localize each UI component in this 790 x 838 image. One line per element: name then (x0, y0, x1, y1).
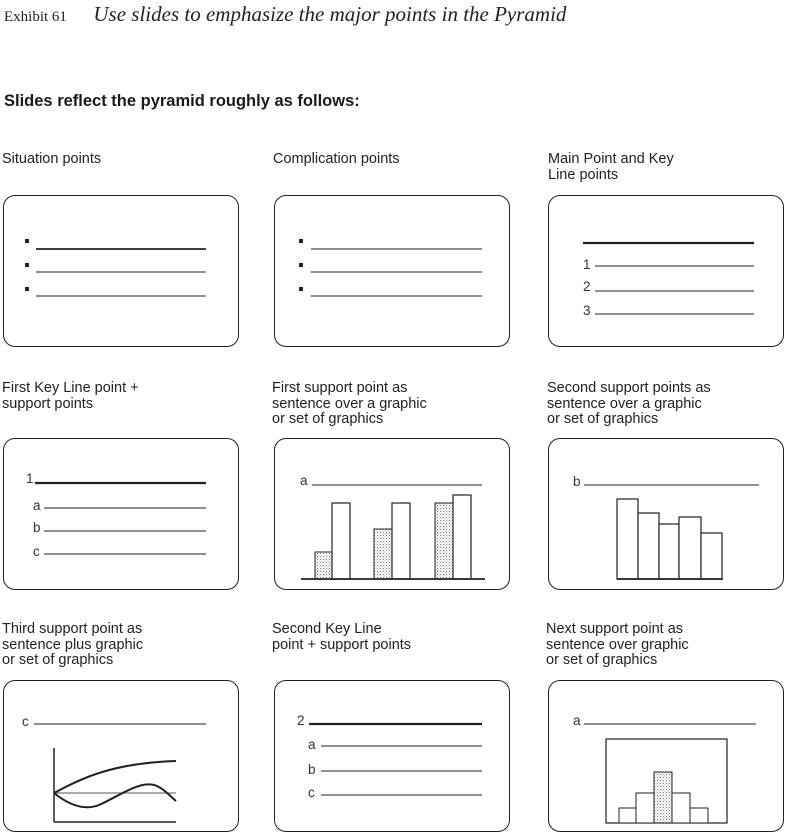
exhibit-header (4, 2, 566, 27)
slide-main-point (548, 195, 784, 347)
bullet-icon (25, 263, 29, 267)
slide-next-support-graphic (549, 681, 783, 831)
slide-second-key-line (274, 680, 510, 832)
marker-a: a (300, 473, 308, 488)
bullet-icon (25, 239, 29, 243)
histogram-bar (690, 808, 708, 823)
bar-outline (638, 513, 659, 579)
slide-first-support-graphic (275, 439, 509, 589)
marker-a: a (33, 498, 41, 513)
marker-b: b (573, 474, 581, 489)
slide-third-support-graphic (4, 681, 238, 831)
slide-complication-graphic (275, 196, 509, 346)
slide-second-support (548, 438, 784, 590)
exhibit-number: Exhibit 61 (4, 9, 67, 25)
marker-b: b (308, 762, 316, 777)
bullet-icon (299, 287, 303, 291)
slide-caption-first-support: First support point as sentence over a graphic or set of graphics (272, 380, 427, 427)
histogram-bar-highlighted (654, 772, 672, 823)
marker-1: 1 (583, 257, 591, 272)
bullet-icon (25, 287, 29, 291)
slide-situation (3, 195, 239, 347)
bar-stippled (315, 552, 332, 579)
bar-outline (453, 495, 471, 579)
slide-caption-first-key-line: First Key Line point + support points (2, 380, 139, 412)
slide-first-key-line (3, 438, 239, 590)
bar-outline (701, 533, 722, 579)
bar-stippled (374, 529, 392, 579)
slide-third-support (3, 680, 239, 832)
bullet-icon (299, 263, 303, 267)
bar-outline (617, 499, 638, 579)
bar-outline (659, 524, 679, 579)
marker-3: 3 (583, 303, 591, 318)
histogram-bar (672, 793, 690, 823)
slide-next-support (548, 680, 784, 832)
marker-2: 2 (583, 279, 591, 294)
marker-2: 2 (297, 713, 305, 728)
slide-caption-second-support: Second support points as sentence over a graphic or set of graphics (547, 380, 711, 427)
bar-outline (679, 517, 701, 579)
marker-1: 1 (26, 471, 34, 486)
slide-caption-situation: Situation points (2, 151, 102, 167)
marker-c: c (33, 544, 40, 559)
slide-main-point-graphic (549, 196, 783, 346)
slide-caption-second-key-line: Second Key Line point + support points (272, 621, 412, 653)
slide-caption-third-support: Third support point as sentence plus graphic or set of graphics (2, 621, 144, 668)
slide-complication (274, 195, 510, 347)
marker-a: a (308, 737, 316, 752)
slide-caption-next-support: Next support point as sentence over graphic or set of graphics (546, 621, 689, 668)
histogram-bar (619, 808, 636, 823)
rising-curve (54, 761, 176, 793)
wave-curve (54, 784, 176, 807)
histogram-bar (636, 793, 654, 823)
slide-caption-complication: Complication points (273, 151, 400, 167)
marker-a: a (573, 713, 581, 728)
slide-second-support-graphic (549, 439, 783, 589)
bullet-icon (299, 239, 303, 243)
marker-c: c (22, 714, 29, 729)
slide-situation-graphic (4, 196, 238, 346)
slide-first-support (274, 438, 510, 590)
section-heading: Slides reflect the pyramid roughly as follows: (4, 92, 360, 110)
exhibit-title: Use slides to emphasize the major points in the Pyramid (93, 2, 567, 26)
marker-b: b (33, 520, 41, 535)
slide-first-key-line-graphic (4, 439, 238, 589)
bar-outline (392, 503, 410, 579)
slide-caption-main-point: Main Point and Key Line points (548, 151, 674, 183)
slide-second-key-line-graphic (275, 681, 509, 831)
marker-c: c (308, 785, 315, 800)
bar-stippled (435, 503, 453, 579)
bar-outline (332, 503, 350, 579)
